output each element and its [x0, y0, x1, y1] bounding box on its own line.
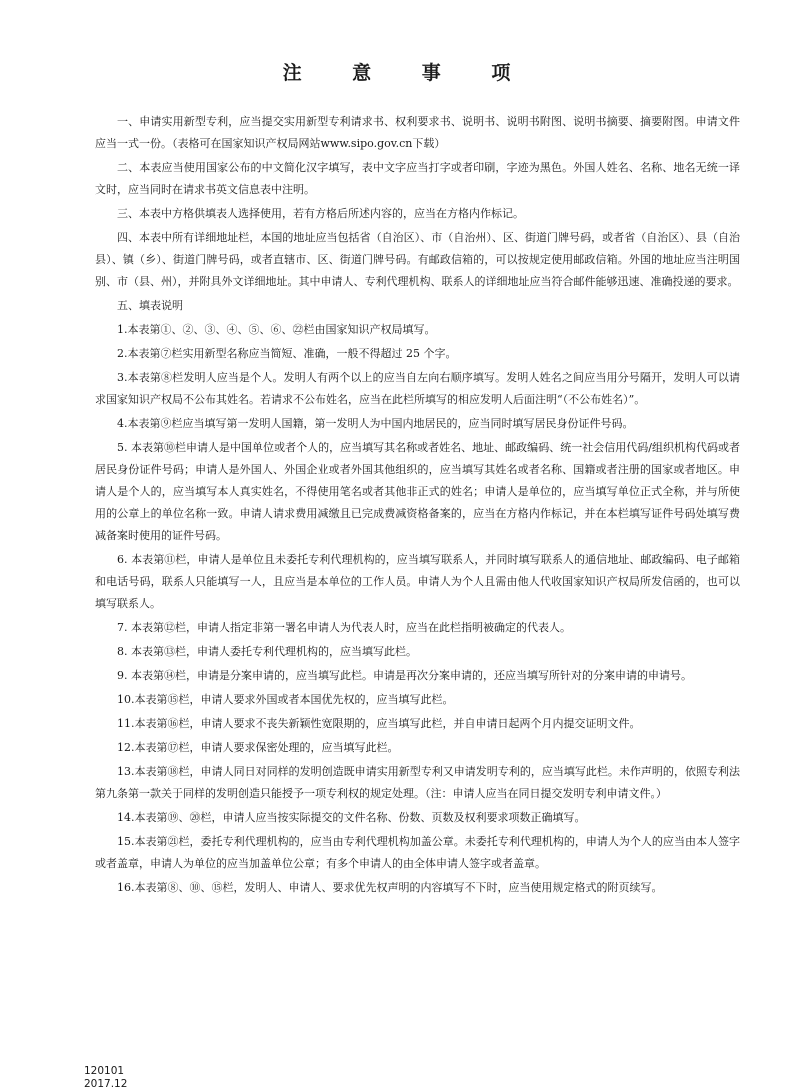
instruction-item: 11.本表第⑯栏，申请人要求不丧失新颖性宽限期的，应当填写此栏，并自申请日起两个月内提交证明文件。 [117, 717, 641, 730]
page-title: 注 意 事 项 [282, 62, 533, 84]
instruction-item: 10.本表第⑮栏，申请人要求外国或者本国优先权的，应当填写此栏。 [117, 693, 454, 706]
instruction-paragraph: 二、本表应当使用国家公布的中文简化汉字填写，表中文字应当打字或者印刷，字迹为黑色。外国人姓名、名称、地名无统一译文时，应当同时在请求书英文信息表中注明。 [95, 161, 740, 196]
instruction-item: 15.本表第㉑栏，委托专利代理机构的，应当由专利代理机构加盖公章。未委托专利代理机构的，申请人为个人的应当由本人签字或者盖章，申请人为单位的应当加盖单位公章；有多个申请人的由全体申请人签字或者盖章。 [95, 835, 740, 870]
instruction-item: 8. 本表第⑬栏，申请人委托专利代理机构的，应当填写此栏。 [117, 645, 417, 658]
section-heading: 五、填表说明 [117, 299, 183, 312]
instruction-item: 16.本表第⑧、⑩、⑮栏，发明人、申请人、要求优先权声明的内容填写不下时，应当使用规定格式的附页续写。 [117, 881, 663, 894]
instruction-paragraph: 四、本表中所有详细地址栏，本国的地址应当包括省（自治区）、市（自治州）、区、街道门牌号码，或者省（自治区）、县（自治县）、镇（乡）、街道门牌号码，或者直辖市、区、街道门牌号码。有邮政信箱的，可以按规定使用邮政信箱。外国的地址应当注明国别、市（县、州），并附具外文详细地址。其中申请人、专利代理机构、联系人的详细地址应当符合邮件能够迅速、准确投递的要求。 [95, 231, 740, 288]
form-code: 120101 [84, 1065, 125, 1077]
instruction-paragraph: 三、本表中方格供填表人选择使用，若有方格后所述内容的，应当在方格内作标记。 [117, 207, 524, 220]
instruction-item: 2.本表第⑦栏实用新型名称应当简短、准确，一般不得超过 25 个字。 [117, 347, 457, 360]
instruction-item: 4.本表第⑨栏应当填写第一发明人国籍，第一发明人为中国内地居民的，应当同时填写居民身份证件号码。 [117, 417, 634, 430]
instruction-paragraph: 一、申请实用新型专利，应当提交实用新型专利请求书、权利要求书、说明书、说明书附图、说明书摘要、摘要附图。申请文件应当一式一份。（表格可在国家知识产权局网站www.sipo.gov.cn下载） [95, 115, 740, 150]
instructions-body [95, 111, 740, 901]
instruction-item: 14.本表第⑲、⑳栏，申请人应当按实际提交的文件名称、份数、页数及权利要求项数正确填写。 [117, 811, 586, 824]
instruction-item: 1.本表第①、②、③、④、⑤、⑥、㉒栏由国家知识产权局填写。 [117, 323, 436, 336]
instruction-item: 6. 本表第⑪栏，申请人是单位且未委托专利代理机构的，应当填写联系人，并同时填写联系人的通信地址、邮政编码、电子邮箱和电话号码，联系人只能填写一人，且应当是本单位的工作人员。申请人为个人且需由他人代收国家知识产权局所发信函的，也可以填写联系人。 [95, 553, 740, 610]
instruction-item: 13.本表第⑱栏，申请人同日对同样的发明创造既申请实用新型专利又申请发明专利的，应当填写此栏。未作声明的，依照专利法第九条第一款关于同样的发明创造只能授予一项专利权的规定处理。（注：申请人应当在同日提交发明专利申请文件。） [95, 765, 740, 800]
instruction-item: 3.本表第⑧栏发明人应当是个人。发明人有两个以上的应当自左向右顺序填写。发明人姓名之间应当用分号隔开，发明人可以请求国家知识产权局不公布其姓名。若请求不公布姓名，应当在此栏所填写的相应发明人后面注明“（不公布姓名）”。 [95, 371, 740, 406]
instruction-item: 7. 本表第⑫栏，申请人指定非第一署名申请人为代表人时，应当在此栏指明被确定的代表人。 [117, 621, 571, 634]
instruction-item: 5. 本表第⑩栏申请人是中国单位或者个人的，应当填写其名称或者姓名、地址、邮政编码、统一社会信用代码/组织机构代码或者居民身份证件号码；申请人是外国人、外国企业或者外国其他组织的，应当填写其姓名或者名称、国籍或者注册的国家或者地区。申请人是个人的，应当填写本人真实姓名，不得使用笔名或者其他非正式的姓名；申请人是单位的，应当填写单位正式全称，并与所使用的公章上的单位名称一致。申请人请求费用减缴且已完成费减资格备案的，应当在方格内作标记，并在本栏填写证件号码处填写费减备案时使用的证件号码。 [95, 441, 740, 542]
instruction-item: 9. 本表第⑭栏，申请是分案申请的，应当填写此栏。申请是再次分案申请的，还应当填写所针对的分案申请的申请号。 [117, 669, 692, 682]
instruction-item: 12.本表第⑰栏，申请人要求保密处理的，应当填写此栏。 [117, 741, 399, 754]
form-date: 2017.12 [84, 1078, 128, 1090]
